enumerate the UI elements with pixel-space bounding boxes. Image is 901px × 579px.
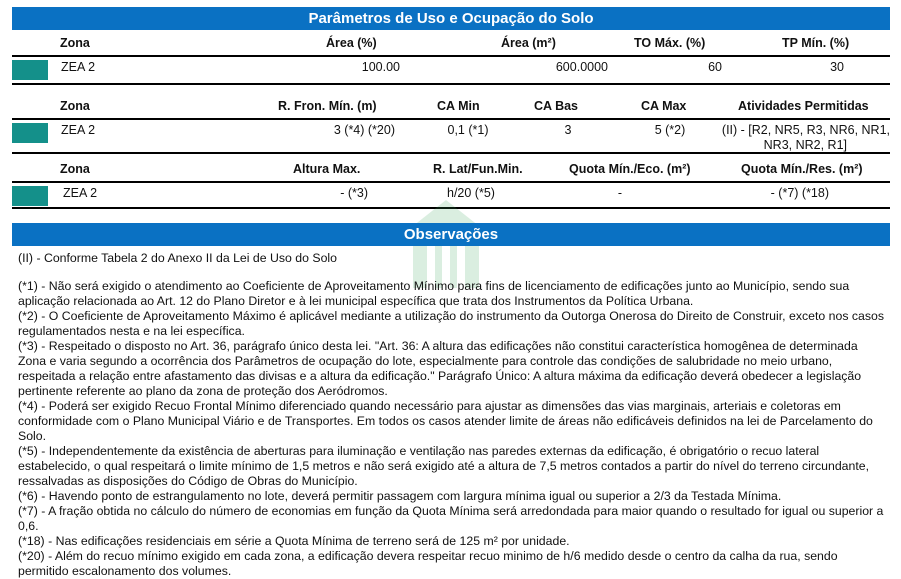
table3-header-recuo-lateral: R. Lat/Fun.Min.	[433, 162, 523, 176]
table3-cell-recuo-lateral: h/20 (*5)	[447, 186, 495, 200]
table1-header-area-percent: Área (%)	[326, 36, 377, 50]
table1-cell-tp-min: 30	[830, 60, 844, 74]
table1-top-rule	[12, 55, 890, 57]
table2-header-recuo-frontal: R. Fron. Mín. (m)	[278, 99, 377, 113]
zone-color-swatch	[12, 60, 48, 80]
table3-cell-quota-res: - (*7) (*18)	[770, 186, 829, 200]
table1-cell-area-percent: 100.00	[361, 60, 400, 74]
table3-cell-zona: ZEA 2	[63, 186, 98, 200]
observation-item: (*2) - O Coeficiente de Aproveitamento Máximo é aplicável mediante a utilização do instrumento da Outorga Onerosa do Direito de Construir, exceto nos casos regulamentados nesta e na lei específica.	[18, 309, 885, 338]
observations-block	[18, 251, 886, 579]
table2-cell-atividades-line1: (II) - [R2, NR5, R3, NR6, NR1,	[721, 123, 890, 137]
observation-item: (*3) - Respeitado o disposto no Art. 36, parágrafo único desta lei. "Art. 36: A altura das edificações não constitui característica homogênea de determinada Zona e varia segundo a ocorrência dos Parâmetros de ocupação do lote, especialmente para controle das condições de salubridade no meio urbano, respeitada a relação entre afastamento das divisas e a altura da edificação." Parágrafo Único: A altura máxima da edificação deverá obedecer a legislação pertinente referente ao plano da zona de proteção dos Aeródromos.	[18, 339, 862, 398]
table3-header-zona: Zona	[60, 162, 90, 176]
table1-cell-zona: ZEA 2	[61, 60, 96, 74]
table2-header-ca-min: CA Min	[437, 99, 480, 113]
table1-header-zona: Zona	[60, 36, 90, 50]
table1-cell-area-m2: 600.0000	[555, 60, 608, 74]
table2-cell-atividades-line2: NR3, NR2, R1]	[763, 138, 847, 152]
table2-cell-recuo-frontal: 3 (*4) (*20)	[333, 123, 395, 137]
table3-header-altura-max: Altura Max.	[293, 162, 361, 176]
observation-item: (II) - Conforme Tabela 2 do Anexo II da Lei de Uso do Solo	[18, 251, 337, 265]
table3-top-rule	[12, 181, 890, 183]
table1-header-to-max: TO Máx. (%)	[634, 36, 706, 50]
table2-top-rule	[12, 118, 890, 120]
table3-cell-quota-eco: -	[617, 186, 623, 200]
observation-item: (*4) - Poderá ser exigido Recuo Frontal Mínimo diferenciado quando necessário para ajustar as dimensões das vias marginais, arteriais e coletoras em conformidade com o Plano Municipal Viário e de Transportes. Em todos os casos atender limite de áreas não edificáveis definidos na lei de Parcelamento do Solo.	[18, 399, 873, 443]
table2-cell-zona: ZEA 2	[61, 123, 96, 137]
table2-header-zona: Zona	[60, 99, 90, 113]
zone-color-swatch	[12, 186, 48, 206]
observation-item: (*7) - A fração obtida no cálculo do número de economias em função da Quota Mínima será arredondada para maior quando o resultado for igual ou superior a 0,6.	[18, 504, 884, 533]
observation-item: (*5) - Independentemente da existência de aberturas para iluminação e ventilação nas paredes externas da edificação, é obrigatório o recuo lateral estabelecido, o qual respeitará o limite mínimo de 1,5 metros e não será exigido até a altura de 7,5 metros contados a partir do nível do terreno circundante, ressalvadas as disposições do Código de Obras do Município.	[18, 444, 870, 488]
section-header-parameters: Parâmetros de Uso e Ocupação do Solo	[12, 7, 890, 30]
table1-header-area-m2: Área (m²)	[501, 36, 556, 50]
table3-header-quota-eco: Quota Mín./Eco. (m²)	[569, 162, 691, 176]
table2-cell-ca-max: 5 (*2)	[654, 123, 686, 137]
observation-item: (*6) - Havendo ponto de estrangulamento no lote, deverá permitir passagem com largura mínima igual ou superior a 2/3 da Testada Mínima.	[18, 489, 782, 503]
table2-cell-ca-min: 0,1 (*1)	[447, 123, 489, 137]
table2-header-ca-bas: CA Bas	[534, 99, 578, 113]
table3-header-quota-res: Quota Mín./Res. (m²)	[741, 162, 863, 176]
table2-header-ca-max: CA Max	[641, 99, 687, 113]
observation-item: (*20) - Além do recuo mínimo exigido em cada zona, a edificação devera respeitar recuo minimo de h/6 medido desde o centro da calha da rua, sendo permitido escalonamento dos volumes.	[18, 549, 838, 578]
table1-bottom-rule	[12, 83, 890, 85]
zone-color-swatch	[12, 123, 48, 143]
table2-header-atividades: Atividades Permitidas	[738, 99, 869, 113]
observation-item: (*18) - Nas edificações residenciais em série a Quota Mínima de terreno será de 125 m² por unidade.	[18, 534, 570, 548]
table2-bottom-rule	[12, 152, 890, 154]
table3-cell-altura-max: - (*3)	[340, 186, 368, 200]
table1-header-tp-min: TP Mín. (%)	[782, 36, 850, 50]
table2-cell-ca-bas: 3	[564, 123, 572, 137]
observation-item: (*1) - Não será exigido o atendimento ao Coeficiente de Aproveitamento Mínimo para fins de licenciamento de edificações junto ao Município, sendo sua aplicação relacionada ao Art. 12 do Plano Diretor e à lei municipal específica que trata dos Instrumentos da Política Urbana.	[18, 279, 850, 308]
section-header-observations: Observações	[12, 223, 890, 246]
table1-cell-to-max: 60	[708, 60, 722, 74]
